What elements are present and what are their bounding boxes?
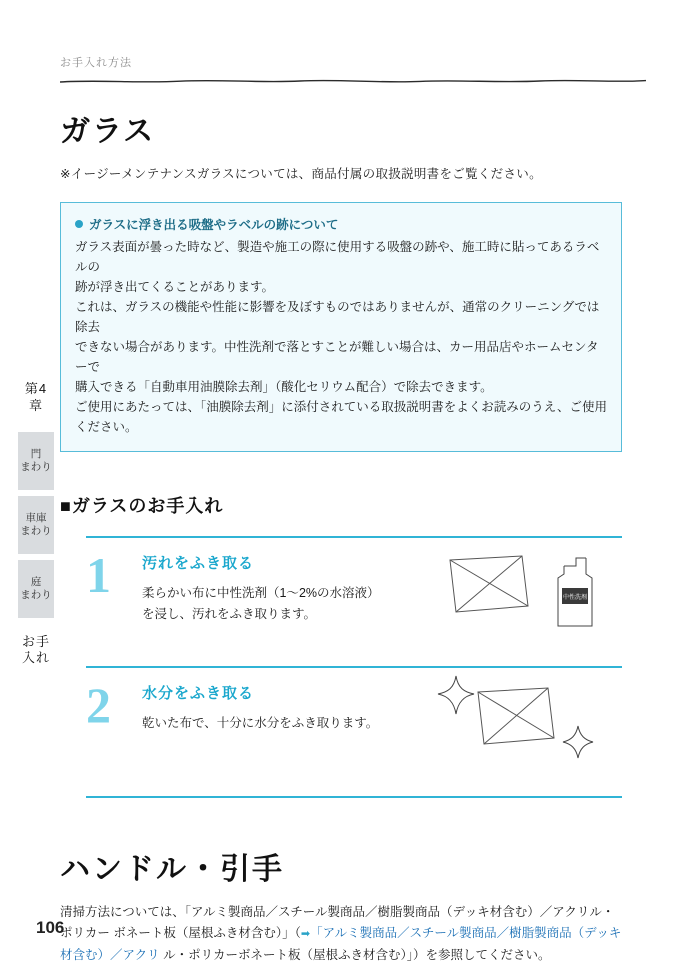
info-box-line: これは、ガラスの機能や性能に影響を及ぼすものではありませんが、通常のクリーニングでは除去: [75, 300, 600, 334]
bottle-label: 中性洗剤: [562, 595, 588, 601]
info-box-line: 跡が浮き出てくることがあります。: [75, 280, 275, 294]
page-title: ガラス: [60, 115, 156, 148]
step-description-line: 乾いた布で、十分に水分をふき取ります。: [142, 716, 379, 730]
glass-and-spray-bottle-illustration: [436, 544, 616, 636]
step-title: 水分をふき取る: [142, 685, 255, 702]
side-tab-line1: 門: [30, 448, 42, 460]
sidebar-item-gate[interactable]: [18, 432, 54, 490]
info-box: [60, 202, 622, 452]
bullet-dot-icon: [75, 220, 83, 228]
sidebar-item-garden[interactable]: [18, 560, 54, 618]
handle-paragraph-line: ル・ポリカーボネート板（屋根ふき材含む）」）を参照してください。: [163, 948, 551, 962]
step-description-line: を浸し、汚れをふき取ります。: [142, 607, 317, 621]
main-content: [60, 0, 660, 966]
sidebar-item-garage[interactable]: [18, 496, 54, 554]
side-tab-line2: まわり: [20, 589, 52, 601]
side-tab-line2: まわり: [20, 461, 52, 473]
handle-section-paragraph: [60, 902, 626, 966]
step-number: 2: [86, 677, 111, 733]
chapter-label: 第4章: [24, 381, 48, 413]
info-box-heading-text: ガラスに浮き出る吸盤やラベルの跡について: [89, 218, 339, 232]
arrow-right-icon: ➡: [300, 928, 311, 940]
info-box-line: ご使用にあたっては、「油膜除去剤」に添付されている取扱説明書をよくお読みのうえ、ご使用ください。: [75, 400, 608, 434]
info-box-line: 購入できる「自動車用油膜除去剤」（酸化セリウム配合）で除去できます。: [75, 380, 493, 394]
side-tab-line1: 庭: [30, 576, 42, 588]
section-heading: ■ガラスのお手入れ: [60, 496, 224, 516]
sidebar-item-maintenance-current[interactable]: お手入れ: [21, 634, 50, 665]
handle-section-title: ハンドル・引手: [60, 853, 284, 886]
title-note: ※イージーメンテナンスガラスについては、商品付属の取扱説明書をご覧ください。: [60, 167, 542, 181]
info-box-heading: [75, 215, 607, 235]
handle-paragraph-line: 清掃方法については、「アルミ製商品／スチール製商品／樹脂製商品（デッキ材含む）／アクリル・ポリカー: [60, 905, 615, 940]
info-box-line: できない場合があります。中性洗剤で落とすことが難しい場合は、カー用品店やホームセンターで: [75, 340, 599, 374]
step-title: 汚れをふき取る: [142, 555, 255, 572]
step-item: [86, 536, 622, 666]
info-box-body: [75, 237, 607, 437]
step-description-line: 柔らかい布に中性洗剤（1～2%の水溶液）: [142, 586, 380, 600]
info-box-line: ガラス表面が曇った時など、製造や施工の際に使用する吸盤の跡や、施工時に貼ってあるラベルの: [75, 240, 600, 274]
torn-rule-divider: [60, 78, 646, 84]
steps-list: [86, 536, 622, 798]
step-number: 1: [86, 547, 111, 603]
side-tab-line1: 車庫: [25, 512, 47, 524]
page-number: 106: [36, 918, 65, 937]
step-item: [86, 666, 622, 796]
steps-bottom-rule: [86, 796, 622, 798]
side-rail: [18, 380, 54, 666]
cross-reference-link[interactable]: 「アルミ製商品／スチール製商品／樹脂製商品（デッキ材含む）／アクリ: [60, 926, 622, 962]
side-tab-line2: まわり: [20, 525, 52, 537]
glass-with-sparkles-illustration: [436, 674, 616, 766]
breadcrumb: お手入れ方法: [60, 57, 132, 69]
handle-paragraph-line: ボネート板（屋根ふき材含む）」（: [113, 926, 301, 940]
